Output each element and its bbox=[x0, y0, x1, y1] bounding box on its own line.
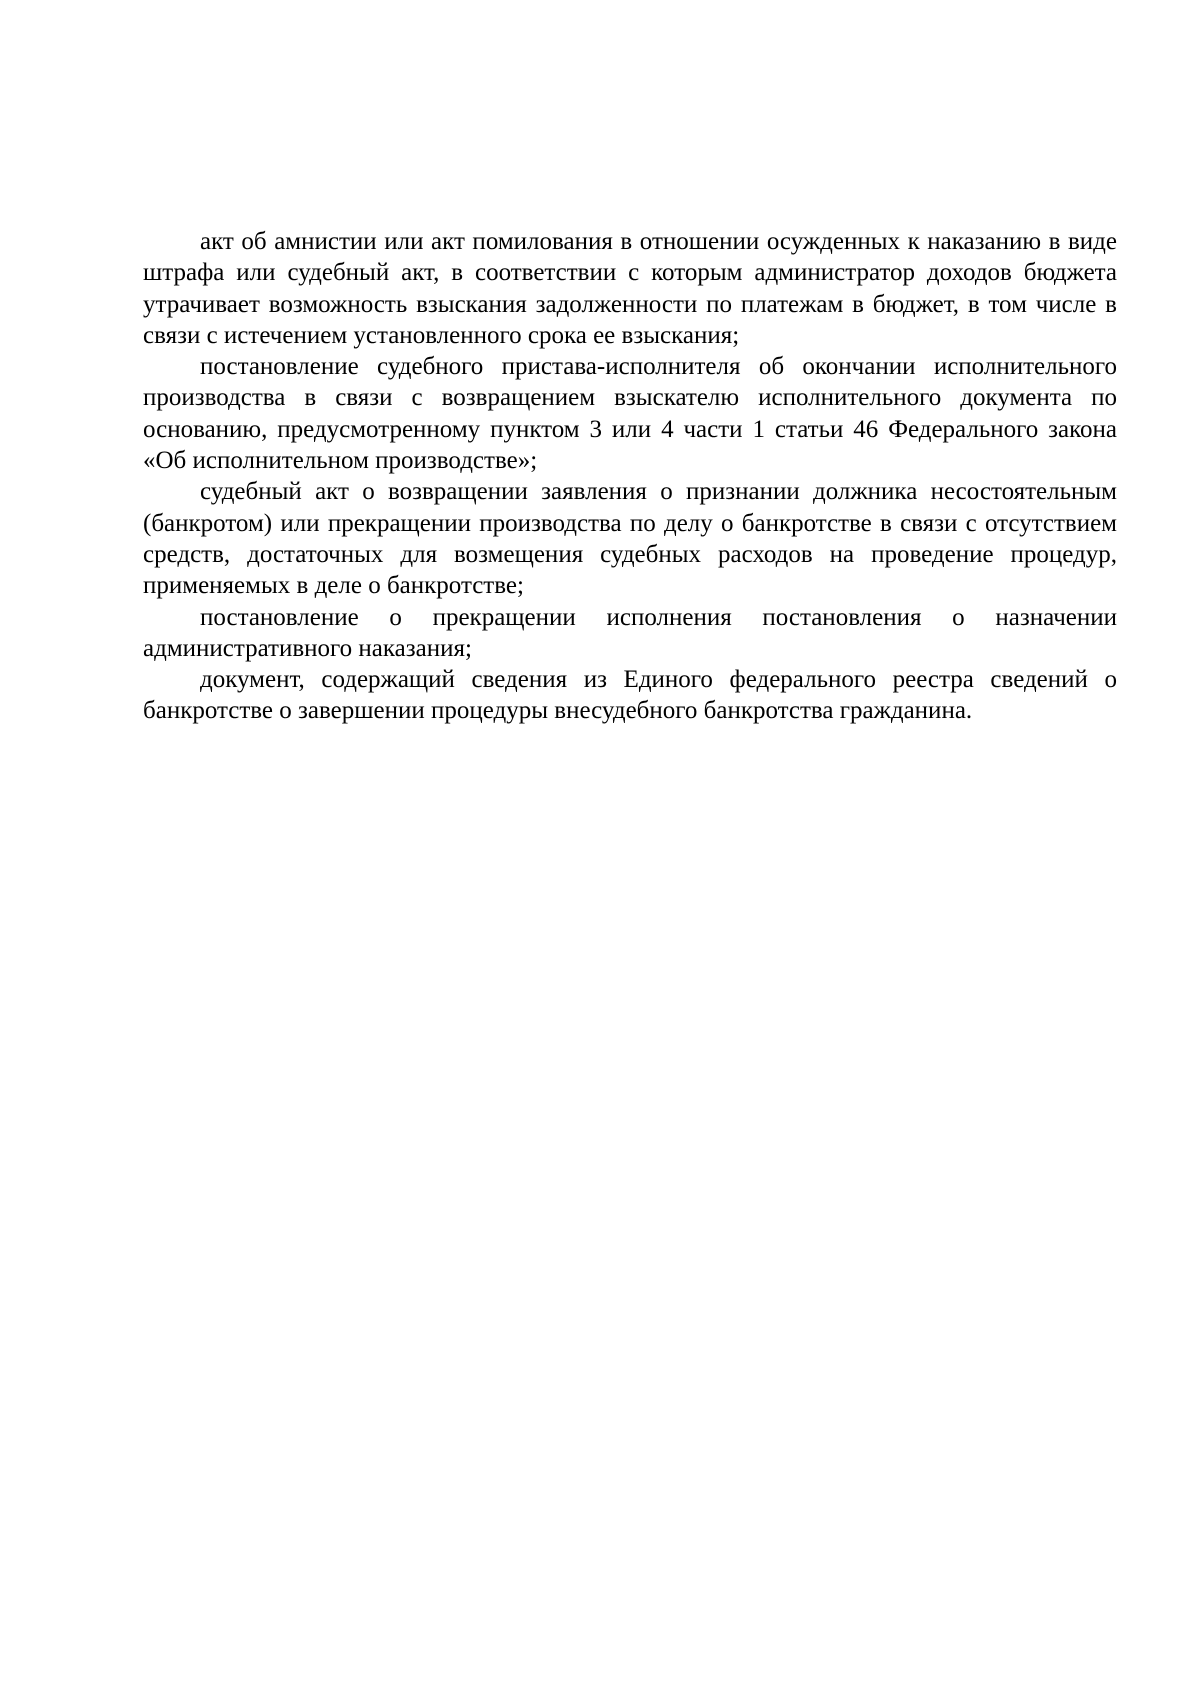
paragraph-termination-resolution: постановление о прекращении исполнения постановления о назначении административного наказания; bbox=[143, 603, 1117, 662]
paragraph-amnesty-act: акт об амнистии или акт помилования в отношении осужденных к наказанию в виде штрафа или судебный акт, в соответствии с которым администратор доходов бюджета утрачивает возможность взыскания задолженности по платежам в бюджет, в том числе в связи с истечением установленного срока ее взыскания; bbox=[143, 228, 1117, 349]
document-body bbox=[143, 226, 1117, 727]
paragraph-registry-document: документ, содержащий сведения из Единого федерального реестра сведений о банкротстве о завершении процедуры внесудебного банкротства гражданина. bbox=[143, 666, 1117, 725]
paragraph-bankruptcy-court-act: судебный акт о возвращении заявления о признании должника несостоятельным (банкротом) или прекращении производства по делу о банкротстве в связи с отсутствием средств, достаточных для возмещения судебных расходов на проведение процедур, применяемых в деле о банкротстве; bbox=[143, 478, 1117, 600]
paragraph-bailiff-resolution: постановление судебного пристава-исполнителя об окончании исполнительного производства в связи с возвращением взыскателю исполнительного документа по основанию, предусмотренному пунктом 3 или 4 части 1 статьи 46 Федерального закона «Об исполнительном производстве»; bbox=[143, 353, 1117, 475]
